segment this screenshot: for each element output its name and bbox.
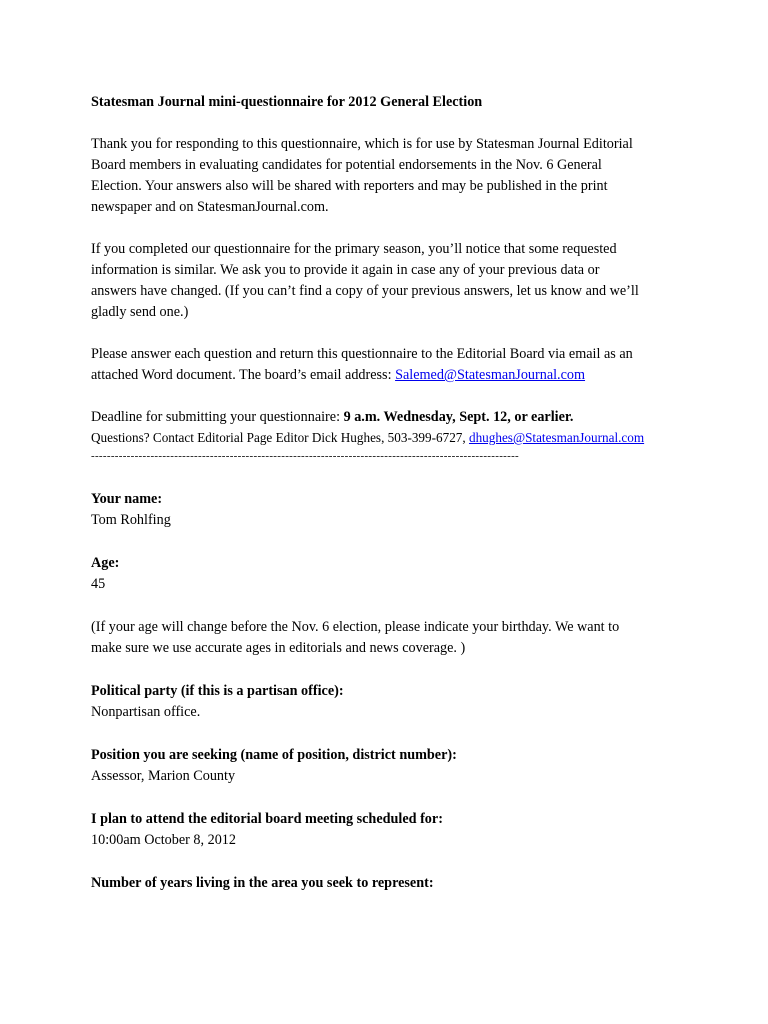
instructions-text: attached Word document. The board’s email address: bbox=[91, 367, 396, 383]
deadline-value: 9 a.m. Wednesday, Sept. 12, or earlier. bbox=[343, 409, 574, 425]
primary-note-paragraph bbox=[91, 239, 691, 323]
deadline-block bbox=[91, 407, 691, 447]
primary-note-line: If you completed our questionnaire for the primary season, you’ll notice that some requested bbox=[91, 241, 617, 257]
contact-line bbox=[91, 428, 691, 447]
section-divider: ------------------------------------------------------------------------------------------------------------ bbox=[91, 450, 520, 462]
field-meeting bbox=[91, 809, 691, 851]
field-label: Your name: bbox=[91, 491, 163, 507]
intro-paragraph bbox=[91, 134, 691, 218]
field-label: Age: bbox=[91, 555, 120, 571]
intro-line: Board members in evaluating candidates for potential endorsements in the Nov. 6 General bbox=[91, 157, 602, 173]
field-value: Tom Rohlfing bbox=[91, 512, 171, 528]
field-years bbox=[91, 873, 691, 894]
age-note bbox=[91, 617, 691, 659]
instructions-paragraph bbox=[91, 344, 691, 386]
field-label: Political party (if this is a partisan office): bbox=[91, 683, 344, 699]
contact-text: Questions? Contact Editorial Page Editor Dick Hughes, 503-399-6727, bbox=[91, 430, 469, 445]
intro-line: Election. Your answers also will be shared with reporters and may be published in the print bbox=[91, 178, 608, 194]
field-label: Number of years living in the area you seek to represent: bbox=[91, 875, 434, 891]
instructions-line bbox=[91, 365, 691, 386]
age-note-line: make sure we use accurate ages in editorials and news coverage. ) bbox=[91, 640, 466, 656]
editorial-email-link[interactable]: Salemed@StatesmanJournal.com bbox=[395, 367, 586, 383]
primary-note-line: information is similar. We ask you to provide it again in case any of your previous data or bbox=[91, 262, 600, 278]
field-position bbox=[91, 745, 691, 787]
field-value: Assessor, Marion County bbox=[91, 768, 236, 784]
field-name bbox=[91, 489, 691, 531]
deadline-label: Deadline for submitting your questionnaire: bbox=[91, 409, 344, 425]
field-party bbox=[91, 681, 691, 723]
instructions-line: Please answer each question and return this questionnaire to the Editorial Board via email as an bbox=[91, 346, 633, 362]
field-value: 10:00am October 8, 2012 bbox=[91, 832, 236, 848]
field-label: Position you are seeking (name of position, district number): bbox=[91, 747, 457, 763]
age-note-line: (If your age will change before the Nov. 6 election, please indicate your birthday. We want to bbox=[91, 619, 620, 635]
editor-email-link[interactable]: dhughes@StatesmanJournal.com bbox=[468, 430, 645, 445]
field-age bbox=[91, 553, 691, 595]
field-label: I plan to attend the editorial board meeting scheduled for: bbox=[91, 811, 443, 827]
deadline-line bbox=[91, 407, 691, 428]
primary-note-line: gladly send one.) bbox=[91, 304, 189, 320]
field-value: 45 bbox=[91, 576, 106, 592]
document-title: Statesman Journal mini-questionnaire for 2012 General Election bbox=[91, 94, 483, 110]
intro-line: newspaper and on StatesmanJournal.com. bbox=[91, 199, 329, 215]
field-value: Nonpartisan office. bbox=[91, 704, 201, 720]
intro-line: Thank you for responding to this questionnaire, which is for use by Statesman Journal Editorial bbox=[91, 136, 633, 152]
questionnaire-document bbox=[91, 92, 691, 916]
primary-note-line: answers have changed. (If you can’t find a copy of your previous answers, let us know and we’ll bbox=[91, 283, 639, 299]
